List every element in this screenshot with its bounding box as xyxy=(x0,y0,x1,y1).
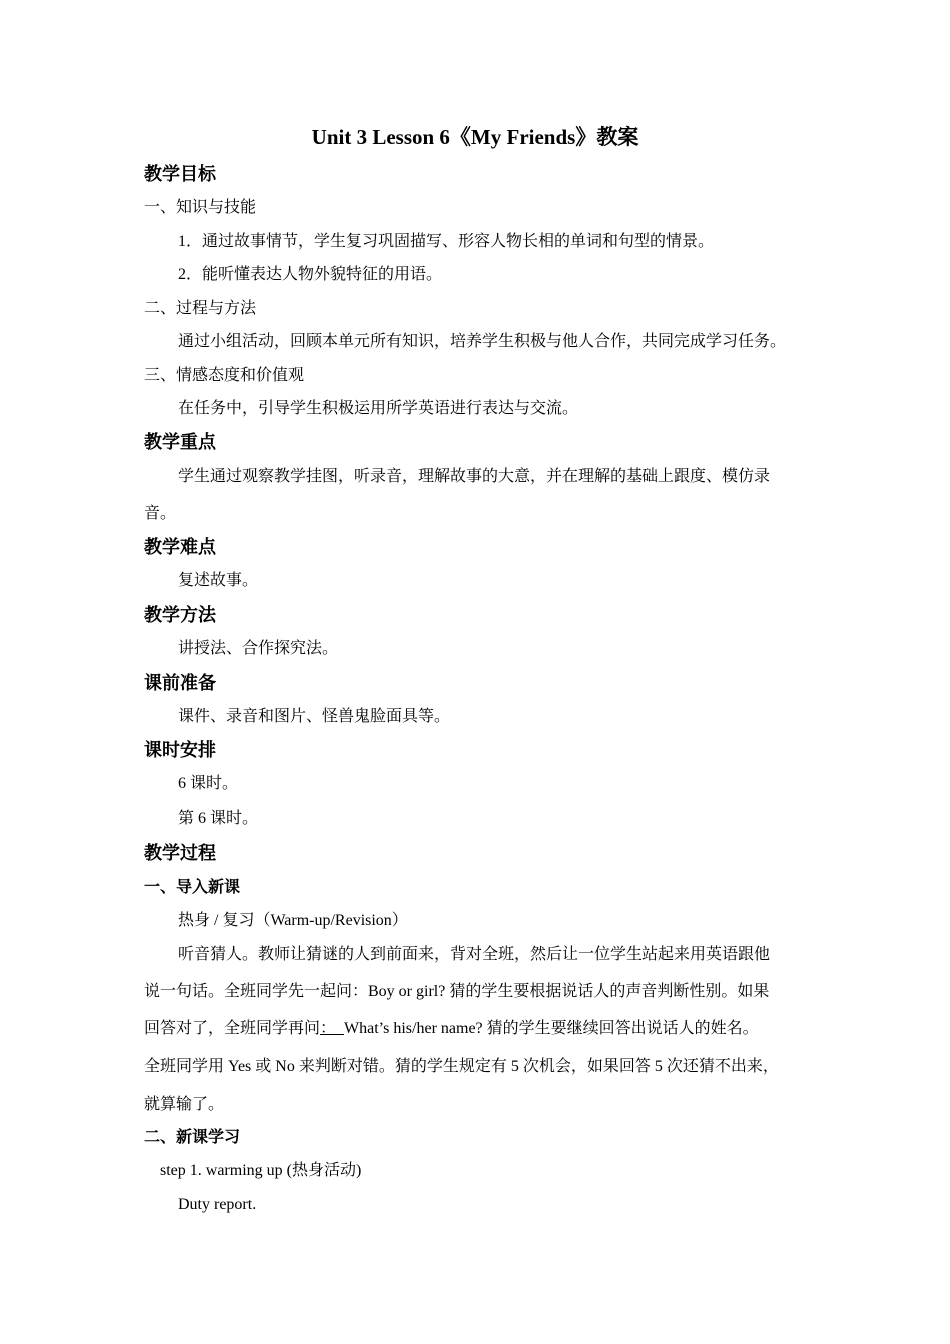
process-paragraph-line-3 xyxy=(144,1019,759,1039)
key-points-line-2: 音。 xyxy=(144,505,177,522)
process-paragraph-line-3a: 回答对了，全班同学再问 xyxy=(144,1020,321,1037)
goals-part1-item1: 1．通过故事情节，学生复习巩固描写、形容人物长相的单词和句型的情景。 xyxy=(178,233,715,250)
process-paragraph-line-2: 说一句话。全班同学先一起问：Boy or girl? 猜的学生要根据说话人的声音判断性别。如果 xyxy=(144,983,770,1000)
process-section2-label: 二、新课学习 xyxy=(144,1129,241,1146)
key-points-heading: 教学重点 xyxy=(144,432,216,452)
goals-part3-text: 在任务中，引导学生积极运用所学英语进行表达与交流。 xyxy=(178,400,579,417)
process-paragraph-line-3c: What’s his/her name? 猜的学生要继续回答出说话人的姓名。 xyxy=(344,1020,759,1037)
document-title: Unit 3 Lesson 6《My Friends》教案 xyxy=(311,125,639,149)
schedule-line-1: 6 课时。 xyxy=(178,775,239,792)
underline-space xyxy=(336,1020,344,1037)
underlined-colon: ： xyxy=(320,1020,337,1037)
goals-part1-item2: 2．能听懂表达人物外貌特征的用语。 xyxy=(178,266,443,283)
process-paragraph-line-5: 就算输了。 xyxy=(144,1096,225,1113)
goals-part2-text: 通过小组活动，回顾本单元所有知识，培养学生积极与他人合作，共同完成学习任务。 xyxy=(178,333,787,350)
process-duty-report: Duty report. xyxy=(178,1196,257,1213)
goals-part3-label: 三、情感态度和价值观 xyxy=(144,367,305,384)
schedule-line-2: 第 6 课时。 xyxy=(178,810,259,827)
goals-part2-label: 二、过程与方法 xyxy=(144,300,257,317)
process-section1-label: 一、导入新课 xyxy=(144,879,241,896)
process-warmup: 热身 / 复习（Warm-up/Revision） xyxy=(178,912,408,929)
goals-heading: 教学目标 xyxy=(144,164,216,184)
schedule-heading: 课时安排 xyxy=(144,740,216,760)
process-paragraph-line-1: 听音猜人。教师让猜谜的人到前面来，背对全班，然后让一位学生站起来用英语跟他 xyxy=(178,946,771,963)
preparation-heading: 课前准备 xyxy=(144,673,216,693)
preparation-text: 课件、录音和图片、怪兽鬼脸面具等。 xyxy=(178,708,451,725)
difficulties-text: 复述故事。 xyxy=(178,572,259,589)
methods-heading: 教学方法 xyxy=(144,605,216,625)
process-paragraph-line-4: 全班同学用 Yes 或 No 来判断对错。猜的学生规定有 5 次机会，如果回答 5 次还猜不出来， xyxy=(144,1058,779,1075)
process-heading: 教学过程 xyxy=(144,843,216,863)
difficulties-heading: 教学难点 xyxy=(144,537,216,557)
goals-part1-label: 一、知识与技能 xyxy=(144,199,257,216)
process-step-1: step 1. warming up (热身活动) xyxy=(160,1162,362,1179)
key-points-line-1: 学生通过观察教学挂图，听录音，理解故事的大意，并在理解的基础上跟度、模仿录 xyxy=(178,468,771,485)
methods-text: 讲授法、合作探究法。 xyxy=(178,640,339,657)
